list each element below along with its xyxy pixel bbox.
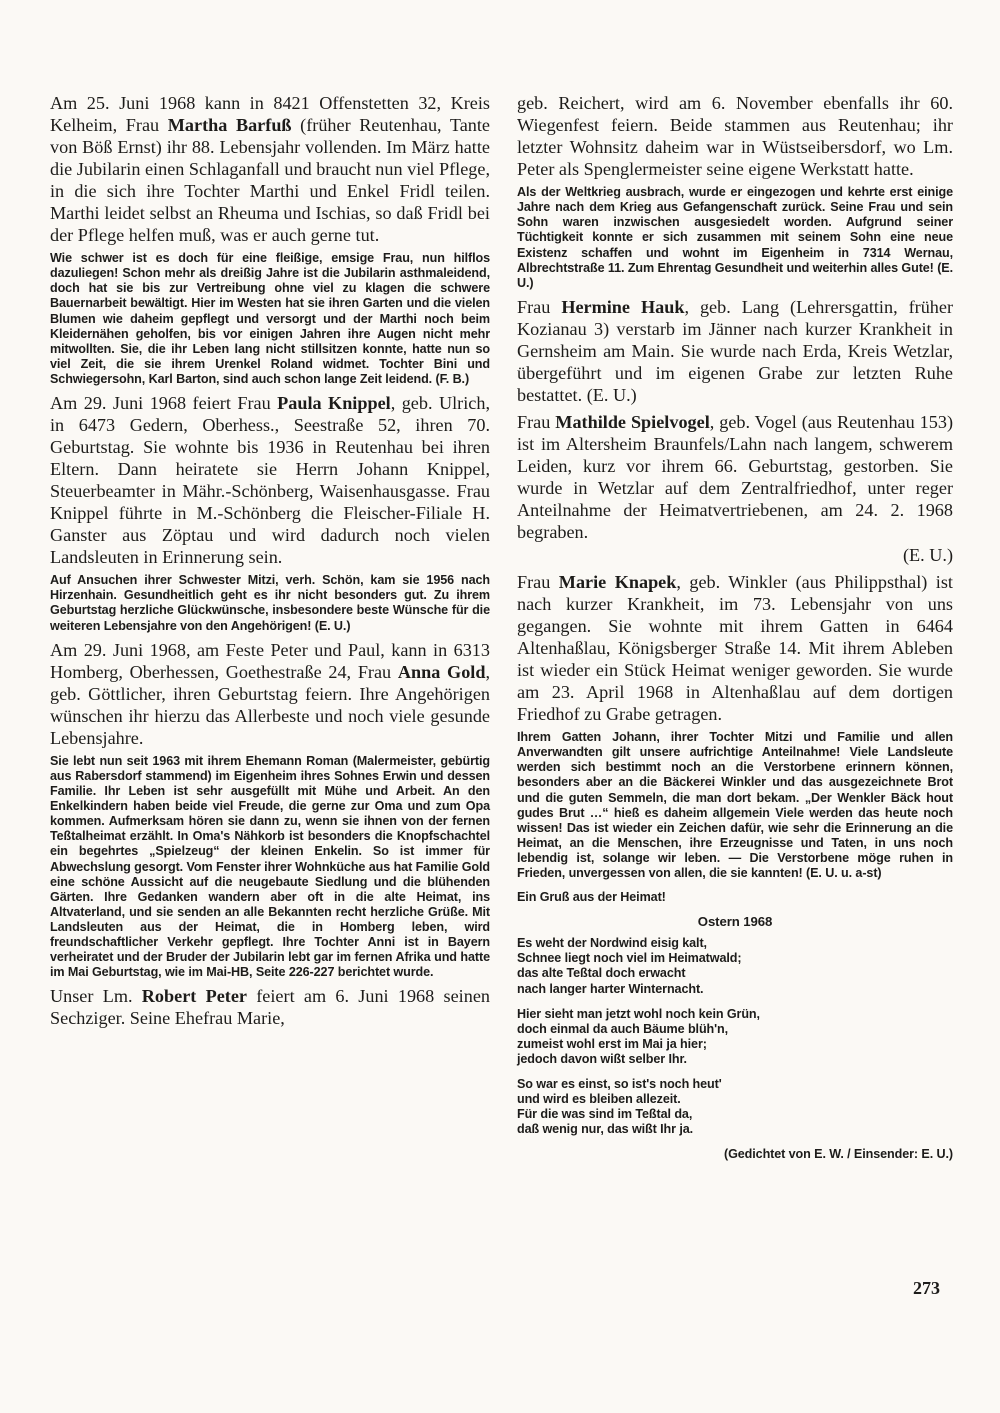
text-run: Am 25. Juni 1968 kann in 8421 Offenstetten 32, Kreis Kelheim, Frau: [50, 93, 490, 136]
text-run: Am 29. Juni 1968, am Feste Peter und Paul, kann in 6313 Homberg, Oberhessen, Goethestraße 24, Frau: [50, 639, 490, 682]
person-name: Paula Knippel: [277, 393, 391, 414]
person-name: Robert Peter: [141, 986, 247, 1007]
text-run: Frau: [517, 572, 559, 593]
text-run: Ein Gruß aus der Heimat!: [517, 890, 666, 905]
text-run: Ihrem Gatten Johann, ihrer Tochter Mitzi und Familie und allen Anverwandten gilt unsere aufrichtige Anteilnahme! Viele Landsleute werden sich bestimmt noch an die Verstorbene erinnern können, besonders aber an die Bäckerei Winkler und das ausgezeichnete Brot und die guten Semmeln, die man dort bekam. „Der Wenkler Bäck hout gudes Brut …“ hieß es daheim allgemein Viele werden das heute noch wissen! Das ist wieder ein Zeichen dafür, wie sehr die Erinnerung an die Heimat, an die Menschen, ihre Erzeugnisse und Taten, in uns noch lebendig ist, solange wir leben. — Die Verstorbene möge ruhen in Frieden, unvergessen von allen, die sie kannten! (E. U. u. a-st): [517, 730, 953, 881]
poem-line: zumeist wohl erst im Mai ja hier;: [517, 1036, 707, 1051]
poem-line: jedoch davon wißt selber Ihr.: [517, 1051, 687, 1066]
person-name: Marie Knapek: [558, 572, 677, 593]
text-columns: [50, 92, 953, 1168]
item-robert-peter-note: [517, 185, 953, 291]
text-run: Ostern 1968: [697, 914, 773, 930]
text-run: feiert am 6. Juni 1968 seinen Sechziger. Seine Ehefrau Marie,: [50, 986, 490, 1029]
text-run: (Gedichtet von E. W. / Einsender: E. U.): [723, 1147, 953, 1162]
greeting-line: [517, 890, 953, 905]
text-run: Auf Ansuchen ihrer Schwester Mitzi, verh. Schön, kam sie 1956 nach Hirzenhain. Gesundheitlich geht es ihr nicht besonders gut. Zu ihrem Geburtstag herzliche Glückwünsche, insbesondere beste Wünsche für die weiteren Lebensjahre von den Angehörigen! (E. U.): [50, 573, 490, 633]
person-name: Hermine Hauk: [561, 296, 685, 317]
poem-stanza-3: [517, 1077, 953, 1137]
poem-credit: [517, 1147, 953, 1162]
person-name: Mathilde Spielvogel: [555, 411, 710, 432]
text-run: Frau: [517, 296, 562, 317]
poem-line: Für die was sind im Teßtal da,: [517, 1107, 693, 1122]
text-run: (E. U.): [903, 545, 953, 565]
item-robert-peter: [50, 985, 490, 1029]
page-number: 273: [913, 1278, 940, 1298]
item-paula-knippel: [50, 392, 490, 568]
column-left: [50, 92, 490, 1034]
text-run: (früher Reutenhau, Tante von Böß Ernst) ihr 88. Lebensjahr vollenden. Im März hatte die Jubilarin einen Schlaganfall und braucht nun viel Pflege, in die sich ihre Tochter Marthi und Enkel Fridl teilen. Marthi leidet selbst an Rheuma und Ischias, so daß Fridl bei der Pflege helfen muß, was er auch gerne tut.: [50, 115, 490, 246]
item-paula-knippel-note: [50, 573, 490, 633]
text-run: , geb. Lang (Lehrersgattin, früher Kozianau 3) verstarb im Jänner nach kurzer Krankheit in Gernsheim am Main. Sie wurde nach Erda, Kreis Wetzlar, übergeführt und im eigenen Grabe zur letzten Ruhe bestattet. (E. U.): [517, 296, 954, 405]
poem-line: und wird es bleiben allezeit.: [517, 1092, 681, 1107]
poem-line: daß wenig nur, das wißt Ihr ja.: [517, 1122, 694, 1137]
item-anna-gold-note: [50, 754, 490, 981]
poem-stanza-2: [517, 1007, 953, 1067]
poem-line: Schnee liegt noch viel im Heimatwald;: [517, 951, 742, 966]
text-run: , geb. Vogel (aus Reutenhau 153) ist im Altersheim Braunfels/Lahn nach langem, schwerem Leiden, kurz vor ihrem 66. Geburtstag, gestorben. Sie wurde in Wetzlar auf dem Zentralfriedhof, unter reger Anteilnahme der Heimatvertriebenen, am 24. 2. 1968 begraben.: [517, 411, 953, 542]
item-mathilde-spielvogel-signoff: [517, 544, 953, 566]
text-run: Frau: [517, 411, 556, 432]
item-anna-gold: [50, 639, 490, 749]
poem-line: Hier sieht man jetzt wohl noch kein Grün,: [517, 1006, 760, 1021]
text-run: geb. Reichert, wird am 6. November ebenfalls ihr 60. Wiegenfest feiern. Beide stammen aus Reutenhau; ihr letzter Wohnsitz daheim war in Wüstseibersdorf, wo Lm. Peter als Spenglermeister seine eigene Werkstatt hatte.: [517, 93, 953, 180]
column-right: [517, 92, 953, 1168]
poem-line: So war es einst, so ist's noch heut': [517, 1077, 722, 1092]
poem-line: doch einmal da auch Bäume blüh'n,: [517, 1021, 729, 1036]
poem-line: das alte Teßtal doch erwacht: [517, 966, 686, 981]
text-run: , geb. Göttlicher, ihren Geburtstag feiern. Ihre Angehörigen wünschen ihr hierzu das Allerbeste und noch viele gesunde Lebensjahre.: [50, 661, 490, 748]
poem-line: nach langer harter Winternacht.: [517, 981, 704, 996]
item-mathilde-spielvogel: [517, 411, 953, 543]
text-run: , geb. Winkler (aus Philippsthal) ist nach kurzer Krankheit, im 73. Lebensjahr von uns gegangen. Sie wohnte mit ihrem Gatten in 6464 Altenhaßlau, Königsberger Straße 14. Mit ihrem Ableben ist wieder ein Stück Heimat weniger geworden. Sie wurde am 23. April 1968 in Altenhaßlau auf dem dortigen Friedhof zu Grabe getragen.: [517, 572, 953, 725]
item-hermine-hauk: [517, 296, 953, 406]
item-martha-barfuss: [50, 92, 490, 246]
text-run: , geb. Ulrich, in 6473 Gedern, Oberhess., Seestraße 52, ihren 70. Geburtstag. Sie wohnte bis 1936 in Reutenhau bei ihren Eltern. Dann heiratete sie Herrn Johann Knippel, Steuerbeamter in Mähr.-Schönberg, Waisenhausgasse. Frau Knippel führte in M.-Schönberg die Fleischer-Filiale H. Ganster aus Zöptau und wird dadurch noch vielen Landsleuten in Erinnerung sein.: [50, 393, 490, 568]
text-run: Am 29. Juni 1968 feiert Frau: [50, 393, 278, 414]
text-run: Unser Lm.: [50, 986, 142, 1007]
poem-line: Es weht der Nordwind eisig kalt,: [517, 936, 707, 951]
item-robert-peter-continued: [517, 92, 953, 180]
person-name: Anna Gold: [397, 661, 486, 682]
text-run: Wie schwer ist es doch für eine fleißige, emsige Frau, nun hilflos dazuliegen! Schon mehr als dreißig Jahre ist die Jubilarin asthmaleidend, doch hat sie bis zur Vertreibung ohne viel zu klagen die schwere Bauernarbeit bewältigt. Hier im Westen hat sie ihren Garten und die vielen Blumen wie daheim gepflegt und versorgt und der Marthi noch beim Kleidernähen geholfen, bis vor einigen Jahren ihre Augen nicht mehr mitwollten. Sie, die ihr Leben lang nicht stillsitzen konnte, hatte nun so viel Zeit, die sie ihrem Urenkel Roland widmet. Tochter Bini und Schwiegersohn, Karl Barton, sind auch schon lange Zeit leidend. (F. B.): [50, 251, 490, 386]
text-run: Als der Weltkrieg ausbrach, wurde er eingezogen und kehrte erst einige Jahre nach dem Krieg aus Gefangenschaft zurück. Seine Frau und sein Sohn waren inzwischen ausgesiedelt worden. Aufgrund seiner Tüchtigkeit konnte er sich zusammen mit seinem Sohn eine neue Existenz schaffen und wohnt im Eigenheim in 7314 Wernau, Albrechtstraße 11. Zum Ehrentag Gesundheit und weiterhin alles Gute! (E. U.): [517, 185, 953, 290]
item-marie-knapek: [517, 571, 953, 725]
poem-title: [517, 914, 953, 930]
poem-stanza-1: [517, 936, 953, 996]
item-marie-knapek-note: [517, 730, 953, 881]
text-run: Sie lebt nun seit 1963 mit ihrem Ehemann Roman (Malermeister, gebürtig aus Rabersdorf stammend) im Eigenheim ihres Sohnes Erwin und dessen Familie. Ihr Leben ist sehr ausgefüllt mit Mühe und Arbeit. An den Enkelkindern haben beide viel Freude, die gerne zur Oma und zum Opa kommen. Aufmerksam hören sie dann zu, wenn sie ihnen von der fernen Teßtalheimat erzählt. In Oma's Nähkorb ist besonders die Knopfschachtel ein begehrtes „Spielzeug“ der kleinen Enkelin. So ist immer für Abwechslung gesorgt. Vom Fenster ihrer Wohnküche aus hat Familie Gold eine schöne Aussicht auf die neugebaute Siedlung und die blühenden Gärten. Ihre Gedanken wandern aber oft in die alte Heimat, ins Altvaterland, und sie senden an alle Bekannten recht herzliche Grüße. Mit Landsleuten aus der Heimat, die in Homberg leben, wird freundschaftlicher Verkehr gepflegt. Ihre Tochter Anni ist in Bayern verheiratet und der Bruder der Jubilarin lebt gar im fernen Afrika und hatte im Mai Geburtstag, wie im Mai-HB, Seite 226-227 berichtet wurde.: [50, 753, 490, 980]
person-name: Martha Barfuß: [167, 115, 292, 136]
item-martha-barfuss-note: [50, 251, 490, 387]
